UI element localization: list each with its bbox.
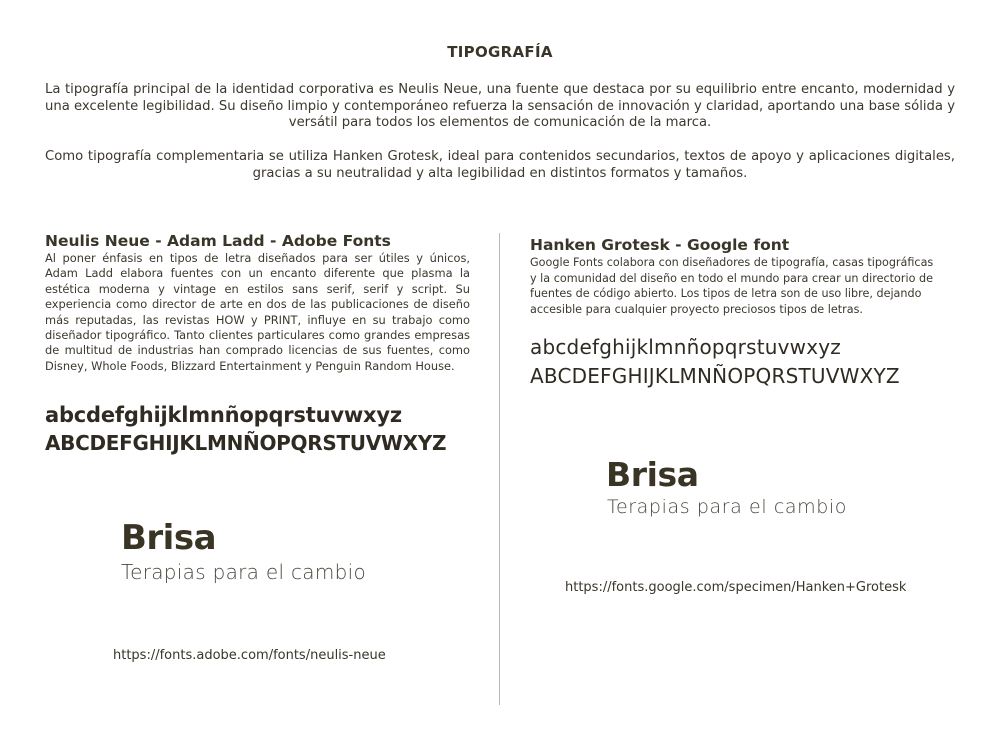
specimen-uppercase: ABCDEFGHIJKLMNÑOPQRSTUVWXYZ xyxy=(45,431,447,455)
brand-sample-tagline: Terapias para el cambio xyxy=(121,560,367,584)
font-heading: Hanken Grotesk - Google font xyxy=(530,236,790,254)
brand-sample-tagline: Terapias para el cambio xyxy=(607,496,848,518)
font-url-link[interactable]: https://fonts.google.com/specimen/Hanken+Grotesk xyxy=(565,580,907,595)
page-title: TIPOGRAFÍA xyxy=(447,43,553,61)
intro-paragraph-primary-font: La tipografía principal de la identidad corporativa es Neulis Neue, una fuente que destaca por su equilibrio entre encanto, modernidad y una excelente legibilidad. Su diseño limpio y contemporáneo refuerza la sensación de innovación y claridad, aportando una base sólida y versátil para todos los elementos de comunicación de la marca. xyxy=(45,82,955,130)
brand-sample-name: Brisa xyxy=(121,518,217,558)
specimen-uppercase: ABCDEFGHIJKLMNÑOPQRSTUVWXYZ xyxy=(530,364,900,388)
intro-paragraph-secondary-font: Como tipografía complementaria se utiliza Hanken Grotesk, ideal para contenidos secundarios, textos de apoyo y aplicaciones digitales, gracias a su neutralidad y alta legibilidad en distintos formatos y tamaños. xyxy=(45,149,955,181)
specimen-lowercase: abcdefghijklmnñopqrstuvwxyz xyxy=(45,403,402,427)
specimen-lowercase: abcdefghijklmnñopqrstuvwxyz xyxy=(530,335,841,359)
font-description: Google Fonts colabora con diseñadores de tipografía, casas tipográficas y la comunidad del diseño en todo el mundo para crear un directorio de fuentes de código abierto. Los tipos de letra son de uso libre, dejando accesible para cualquier proyecto preciosos tipos de letras. xyxy=(530,256,934,316)
column-divider xyxy=(499,233,500,705)
font-url-link[interactable]: https://fonts.adobe.com/fonts/neulis-neue xyxy=(113,648,386,663)
font-description: Al poner énfasis en tipos de letra diseñados para ser útiles y únicos, Adam Ladd elabora fuentes con un encanto diferente que plasma la estética moderna y vintage en estilos sans serif, serif y script. Su experiencia como director de arte en dos de las publicaciones de diseño más reputadas, las revistas HOW y PRINT, influye en su trabajo como diseñador tipográfico. Tanto clientes particulares como grandes empresas de multitud de industrias han comprado licencias de sus fuentes, como Disney, Whole Foods, Blizzard Entertainment y Penguin Random House. xyxy=(45,251,470,373)
font-heading: Neulis Neue - Adam Ladd - Adobe Fonts xyxy=(45,232,391,250)
brand-sample-name: Brisa xyxy=(606,455,699,494)
